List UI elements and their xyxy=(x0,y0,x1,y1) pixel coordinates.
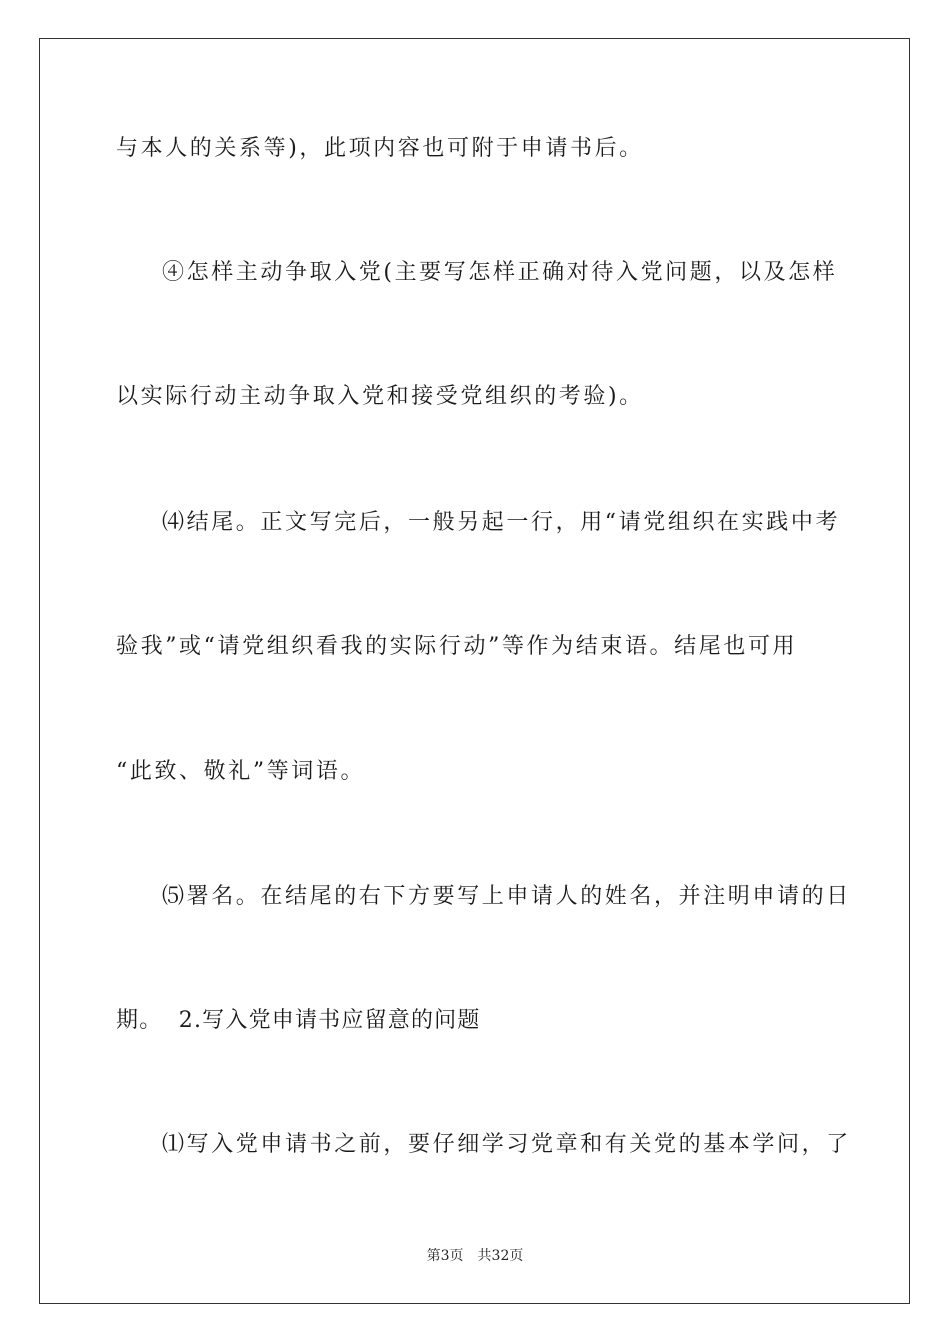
current-page-number: 第3页 xyxy=(426,1248,464,1264)
text-line-3: 以实际行动主动争取入党和接受党组织的考验)。 xyxy=(116,384,644,409)
text-line-8: 期。 2.写入党申请书应留意的问题 xyxy=(116,1008,481,1033)
text-line-6: “此致、敬礼”等词语。 xyxy=(116,759,366,784)
text-line-9: ⑴写入党申请书之前，要仔细学习党章和有关党的基本学问，了 xyxy=(162,1132,851,1157)
text-line-1: 与本人的关系等)，此项内容也可附于申请书后。 xyxy=(116,136,644,161)
page-border xyxy=(39,38,910,1304)
text-line-2: ④怎样主动争取入党(主要写怎样正确对待入党问题，以及怎样 xyxy=(162,260,838,285)
page-footer xyxy=(0,1247,950,1265)
total-page-count: 共32页 xyxy=(477,1248,524,1264)
text-line-4: ⑷结尾。正文写完后，一般另起一行，用“请党组织在实践中考 xyxy=(162,510,841,535)
text-line-7: ⑸署名。在结尾的右下方要写上申请人的姓名，并注明申请的日 xyxy=(162,884,851,909)
text-line-5: 验我”或“请党组织看我的实际行动”等作为结束语。结尾也可用 xyxy=(116,634,798,659)
